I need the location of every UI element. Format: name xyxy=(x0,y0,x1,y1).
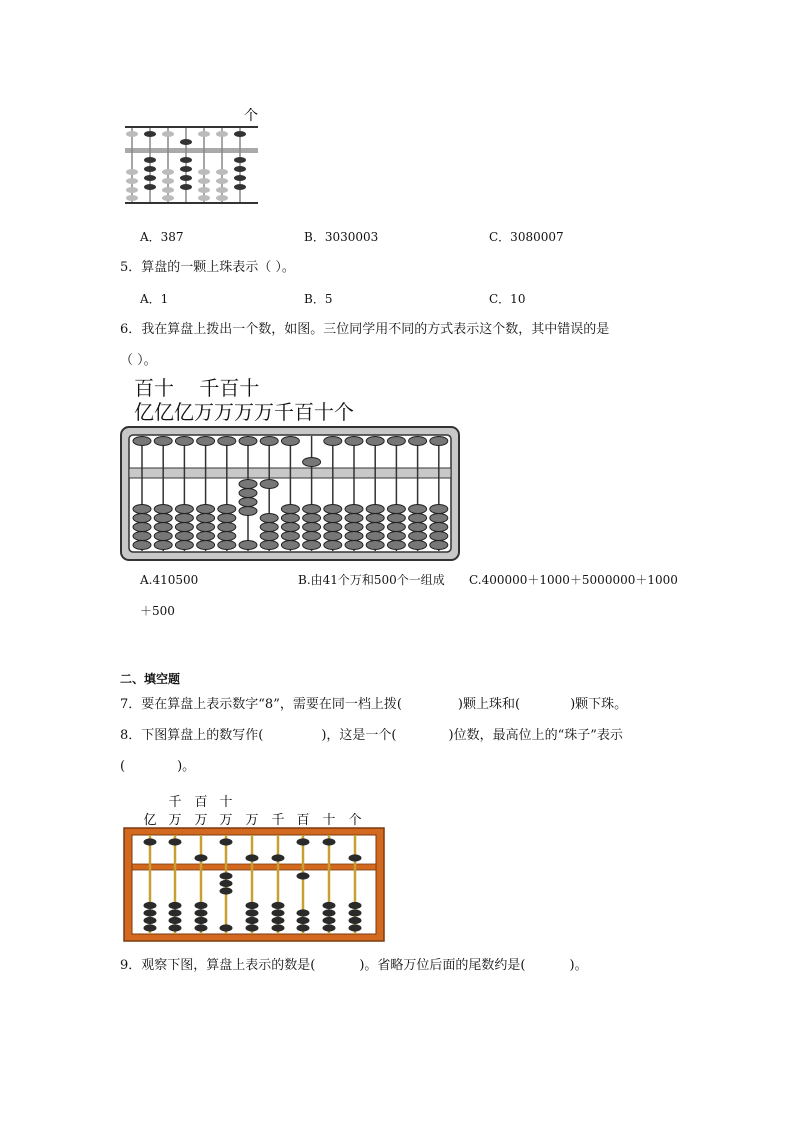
q8-place-label: 万 xyxy=(245,813,259,828)
q8-place-label: 个 xyxy=(348,813,362,828)
q8-lower-bead xyxy=(272,924,285,931)
q4-lower-bead xyxy=(180,175,192,181)
q6-upper-bead xyxy=(239,437,257,446)
q4-lower-bead xyxy=(162,169,174,175)
q4-abacus xyxy=(120,100,270,210)
q4-lower-bead xyxy=(198,178,210,184)
q8-lower-bead xyxy=(349,917,362,924)
q6-lower-bead xyxy=(345,541,363,550)
q4-place-label: 个 xyxy=(244,108,258,124)
q6-upper-bead xyxy=(387,437,405,446)
q4-lower-bead xyxy=(162,187,174,193)
q6-upper-bead xyxy=(430,437,448,446)
q6-upper-bead xyxy=(260,437,278,446)
q4-abacus-svg xyxy=(120,100,270,210)
q4-option-b[interactable]: B．3030003 xyxy=(304,230,379,244)
q6-lower-bead xyxy=(281,505,299,514)
q8-lower-bead xyxy=(349,902,362,909)
q6-lower-bead xyxy=(345,532,363,541)
q6-lower-bead xyxy=(218,532,236,541)
q6-labels-bottom: 亿亿亿万万万万千百十个 xyxy=(134,400,354,424)
q6-abacus-svg xyxy=(120,426,460,561)
q6-lower-bead xyxy=(133,505,151,514)
q8-lower-bead xyxy=(323,909,336,916)
q5-option-b[interactable]: B．5 xyxy=(304,292,333,306)
q8-upper-bead xyxy=(272,854,285,861)
q8-lower-bead xyxy=(195,924,208,931)
q6-upper-bead xyxy=(303,458,321,467)
q8-lower-bead xyxy=(195,909,208,916)
q8-lower-bead xyxy=(349,924,362,931)
q8-upper-bead xyxy=(323,838,336,845)
q8-lower-bead xyxy=(144,924,157,931)
q6-lower-bead xyxy=(154,523,172,532)
q8-place-label: 百 xyxy=(194,795,208,810)
q6-lower-bead xyxy=(218,541,236,550)
q4-lower-bead xyxy=(198,195,210,201)
q8-lower-bead xyxy=(195,917,208,924)
q4-lower-bead xyxy=(126,187,138,193)
q9-stem: 9．观察下图，算盘上表示的数是( )。省略万位后面的尾数约是( )。 xyxy=(120,958,588,973)
q6-stem-line1: 6．我在算盘上拨出一个数，如图。三位同学用不同的方式表示这个数，其中错误的是 xyxy=(120,322,610,337)
q8-lower-bead xyxy=(323,902,336,909)
q8-lower-bead xyxy=(323,924,336,931)
q6-lower-bead xyxy=(430,532,448,541)
q8-lower-bead xyxy=(144,909,157,916)
q8-place-label: 万 xyxy=(194,813,208,828)
q8-lower-bead xyxy=(220,880,233,887)
q6-lower-bead xyxy=(281,523,299,532)
q6-upper-bead xyxy=(175,437,193,446)
q4-upper-bead xyxy=(162,131,174,137)
q6-lower-bead xyxy=(387,541,405,550)
q6-lower-bead xyxy=(387,523,405,532)
q8-lower-bead xyxy=(220,887,233,894)
q6-lower-bead xyxy=(324,514,342,523)
q6-lower-bead xyxy=(175,532,193,541)
q6-option-c[interactable]: C.400000＋1000＋5000000＋1000 xyxy=(469,573,678,587)
q8-place-label: 百 xyxy=(296,813,310,828)
q4-lower-bead xyxy=(126,178,138,184)
q6-lower-bead xyxy=(281,514,299,523)
q6-lower-bead xyxy=(303,541,321,550)
q8-place-label: 万 xyxy=(168,813,182,828)
q8-upper-bead xyxy=(297,838,310,845)
q6-option-b[interactable]: B.由41个万和500个一组成 xyxy=(298,573,445,587)
q8-abacus-svg xyxy=(120,790,390,945)
q6-lower-bead xyxy=(239,507,257,516)
q8-lower-bead xyxy=(246,924,259,931)
q6-lower-bead xyxy=(324,541,342,550)
q7-stem: 7．要在算盘上表示数字“8”，需要在同一档上拨( )颗上珠和( )颗下珠。 xyxy=(120,697,628,712)
q4-lower-bead xyxy=(162,195,174,201)
q8-lower-bead xyxy=(272,917,285,924)
q6-lower-bead xyxy=(154,532,172,541)
q8-lower-bead xyxy=(297,924,310,931)
q8-lower-bead xyxy=(195,902,208,909)
q4-option-a[interactable]: A．387 xyxy=(140,230,184,244)
q8-abacus xyxy=(120,790,390,945)
q5-option-c[interactable]: C．10 xyxy=(489,292,526,306)
q4-lower-bead xyxy=(180,157,192,163)
q6-upper-bead xyxy=(366,437,384,446)
q6-lower-bead xyxy=(345,505,363,514)
q8-place-label: 千 xyxy=(271,813,285,828)
q8-lower-bead xyxy=(349,909,362,916)
q6-lower-bead xyxy=(430,523,448,532)
q4-lower-bead xyxy=(216,169,228,175)
q6-upper-bead xyxy=(133,437,151,446)
q8-place-label: 万 xyxy=(219,813,233,828)
q6-upper-bead xyxy=(345,437,363,446)
q8-place-label: 十 xyxy=(219,795,233,810)
q4-lower-bead xyxy=(126,169,138,175)
q4-lower-bead xyxy=(126,195,138,201)
q8-upper-bead xyxy=(349,854,362,861)
q6-lower-bead xyxy=(345,514,363,523)
q4-upper-bead xyxy=(234,131,246,137)
q8-upper-bead xyxy=(195,854,208,861)
q6-lower-bead xyxy=(303,505,321,514)
q4-lower-bead xyxy=(144,184,156,190)
q8-lower-bead xyxy=(144,917,157,924)
q6-lower-bead xyxy=(345,523,363,532)
q5-option-a[interactable]: A．1 xyxy=(140,292,169,306)
q6-lower-bead xyxy=(175,505,193,514)
q6-lower-bead xyxy=(197,523,215,532)
q8-lower-bead xyxy=(169,924,182,931)
q4-bottom-bar xyxy=(125,202,258,204)
q8-lower-bead xyxy=(220,924,233,931)
q8-place-label: 十 xyxy=(322,813,336,828)
q6-abacus xyxy=(120,426,460,561)
q6-option-c-continued: ＋500 xyxy=(140,604,175,618)
q4-option-c[interactable]: C．3080007 xyxy=(489,230,564,244)
q6-lower-bead xyxy=(409,532,427,541)
q8-beam xyxy=(132,864,376,870)
q6-upper-bead xyxy=(197,437,215,446)
q4-beam xyxy=(125,148,258,153)
q4-top-bar xyxy=(125,126,258,128)
q8-lower-bead xyxy=(272,909,285,916)
q6-lower-bead xyxy=(260,480,278,489)
q6-upper-bead xyxy=(154,437,172,446)
q8-lower-bead xyxy=(144,902,157,909)
q4-lower-bead xyxy=(234,157,246,163)
q4-lower-bead xyxy=(234,175,246,181)
q6-lower-bead xyxy=(409,523,427,532)
q6-lower-bead xyxy=(239,541,257,550)
q4-lower-bead xyxy=(180,184,192,190)
q6-lower-bead xyxy=(133,532,151,541)
q8-upper-bead xyxy=(246,854,259,861)
q6-lower-bead xyxy=(175,541,193,550)
q4-lower-bead xyxy=(216,187,228,193)
q8-upper-bead xyxy=(220,838,233,845)
q4-upper-bead xyxy=(144,131,156,137)
q6-lower-bead xyxy=(409,505,427,514)
q6-lower-bead xyxy=(239,498,257,507)
q6-lower-bead xyxy=(366,532,384,541)
q6-lower-bead xyxy=(133,523,151,532)
q4-lower-bead xyxy=(180,166,192,172)
q6-lower-bead xyxy=(366,514,384,523)
q6-lower-bead xyxy=(239,480,257,489)
q6-lower-bead xyxy=(303,523,321,532)
q6-lower-bead xyxy=(218,514,236,523)
q6-lower-bead xyxy=(154,514,172,523)
q6-lower-bead xyxy=(197,505,215,514)
q8-lower-bead xyxy=(246,902,259,909)
q6-lower-bead xyxy=(260,541,278,550)
q4-lower-bead xyxy=(216,178,228,184)
q6-lower-bead xyxy=(154,541,172,550)
q6-lower-bead xyxy=(281,541,299,550)
q6-lower-bead xyxy=(133,514,151,523)
q8-lower-bead xyxy=(297,917,310,924)
q6-option-a[interactable]: A.410500 xyxy=(140,573,199,587)
q6-lower-bead xyxy=(366,541,384,550)
q6-lower-bead xyxy=(324,523,342,532)
q4-lower-bead xyxy=(198,169,210,175)
q4-lower-bead xyxy=(144,157,156,163)
q6-lower-bead xyxy=(260,514,278,523)
q6-labels-top: 百十 千百十 xyxy=(134,376,260,400)
q8-lower-bead xyxy=(323,917,336,924)
q6-lower-bead xyxy=(175,514,193,523)
q6-lower-bead xyxy=(387,532,405,541)
q8-lower-bead xyxy=(169,902,182,909)
q8-upper-bead xyxy=(169,838,182,845)
q6-lower-bead xyxy=(303,514,321,523)
q8-upper-bead xyxy=(144,838,157,845)
q6-lower-bead xyxy=(366,505,384,514)
q8-lower-bead xyxy=(297,872,310,879)
q5-stem: 5．算盘的一颗上珠表示（ ）。 xyxy=(120,260,295,275)
q6-lower-bead xyxy=(409,514,427,523)
q4-lower-bead xyxy=(234,184,246,190)
q6-lower-bead xyxy=(154,505,172,514)
q8-lower-bead xyxy=(246,917,259,924)
q6-lower-bead xyxy=(324,505,342,514)
q6-lower-bead xyxy=(366,523,384,532)
q6-lower-bead xyxy=(409,541,427,550)
q8-place-label: 千 xyxy=(168,795,182,810)
q6-stem-line2: （ ）。 xyxy=(120,353,157,368)
q6-lower-bead xyxy=(303,532,321,541)
q4-lower-bead xyxy=(234,166,246,172)
q6-lower-bead xyxy=(430,541,448,550)
q8-lower-bead xyxy=(220,872,233,879)
q8-lower-bead xyxy=(169,917,182,924)
q6-lower-bead xyxy=(218,523,236,532)
q4-lower-bead xyxy=(216,195,228,201)
q8-lower-bead xyxy=(246,909,259,916)
q8-stem: 8．下图算盘上的数写作( )，这是一个( )位数，最高位上的“珠子”表示 xyxy=(120,728,623,743)
q6-lower-bead xyxy=(197,532,215,541)
q6-lower-bead xyxy=(260,532,278,541)
q8-stem-line2: ( )。 xyxy=(120,759,196,774)
q4-upper-bead xyxy=(198,131,210,137)
q6-lower-bead xyxy=(281,532,299,541)
q4-lower-bead xyxy=(162,178,174,184)
q6-upper-bead xyxy=(281,437,299,446)
q8-lower-bead xyxy=(297,909,310,916)
q6-lower-bead xyxy=(197,514,215,523)
q6-upper-bead xyxy=(218,437,236,446)
q6-lower-bead xyxy=(239,489,257,498)
q4-upper-bead xyxy=(180,139,192,145)
q4-lower-bead xyxy=(144,166,156,172)
q6-lower-bead xyxy=(387,514,405,523)
section-heading-fill-blank: 二、填空题 xyxy=(120,672,181,686)
q6-lower-bead xyxy=(218,505,236,514)
q6-lower-bead xyxy=(430,514,448,523)
q4-lower-bead xyxy=(144,175,156,181)
q6-upper-bead xyxy=(409,437,427,446)
q6-lower-bead xyxy=(387,505,405,514)
q4-upper-bead xyxy=(126,131,138,137)
q6-lower-bead xyxy=(324,532,342,541)
q4-lower-bead xyxy=(198,187,210,193)
q6-upper-bead xyxy=(324,437,342,446)
q6-lower-bead xyxy=(133,541,151,550)
q8-place-label: 亿 xyxy=(143,813,157,828)
q6-lower-bead xyxy=(430,505,448,514)
q4-upper-bead xyxy=(216,131,228,137)
q6-lower-bead xyxy=(197,541,215,550)
q6-lower-bead xyxy=(260,523,278,532)
q8-lower-bead xyxy=(272,902,285,909)
q8-lower-bead xyxy=(169,909,182,916)
q6-lower-bead xyxy=(175,523,193,532)
